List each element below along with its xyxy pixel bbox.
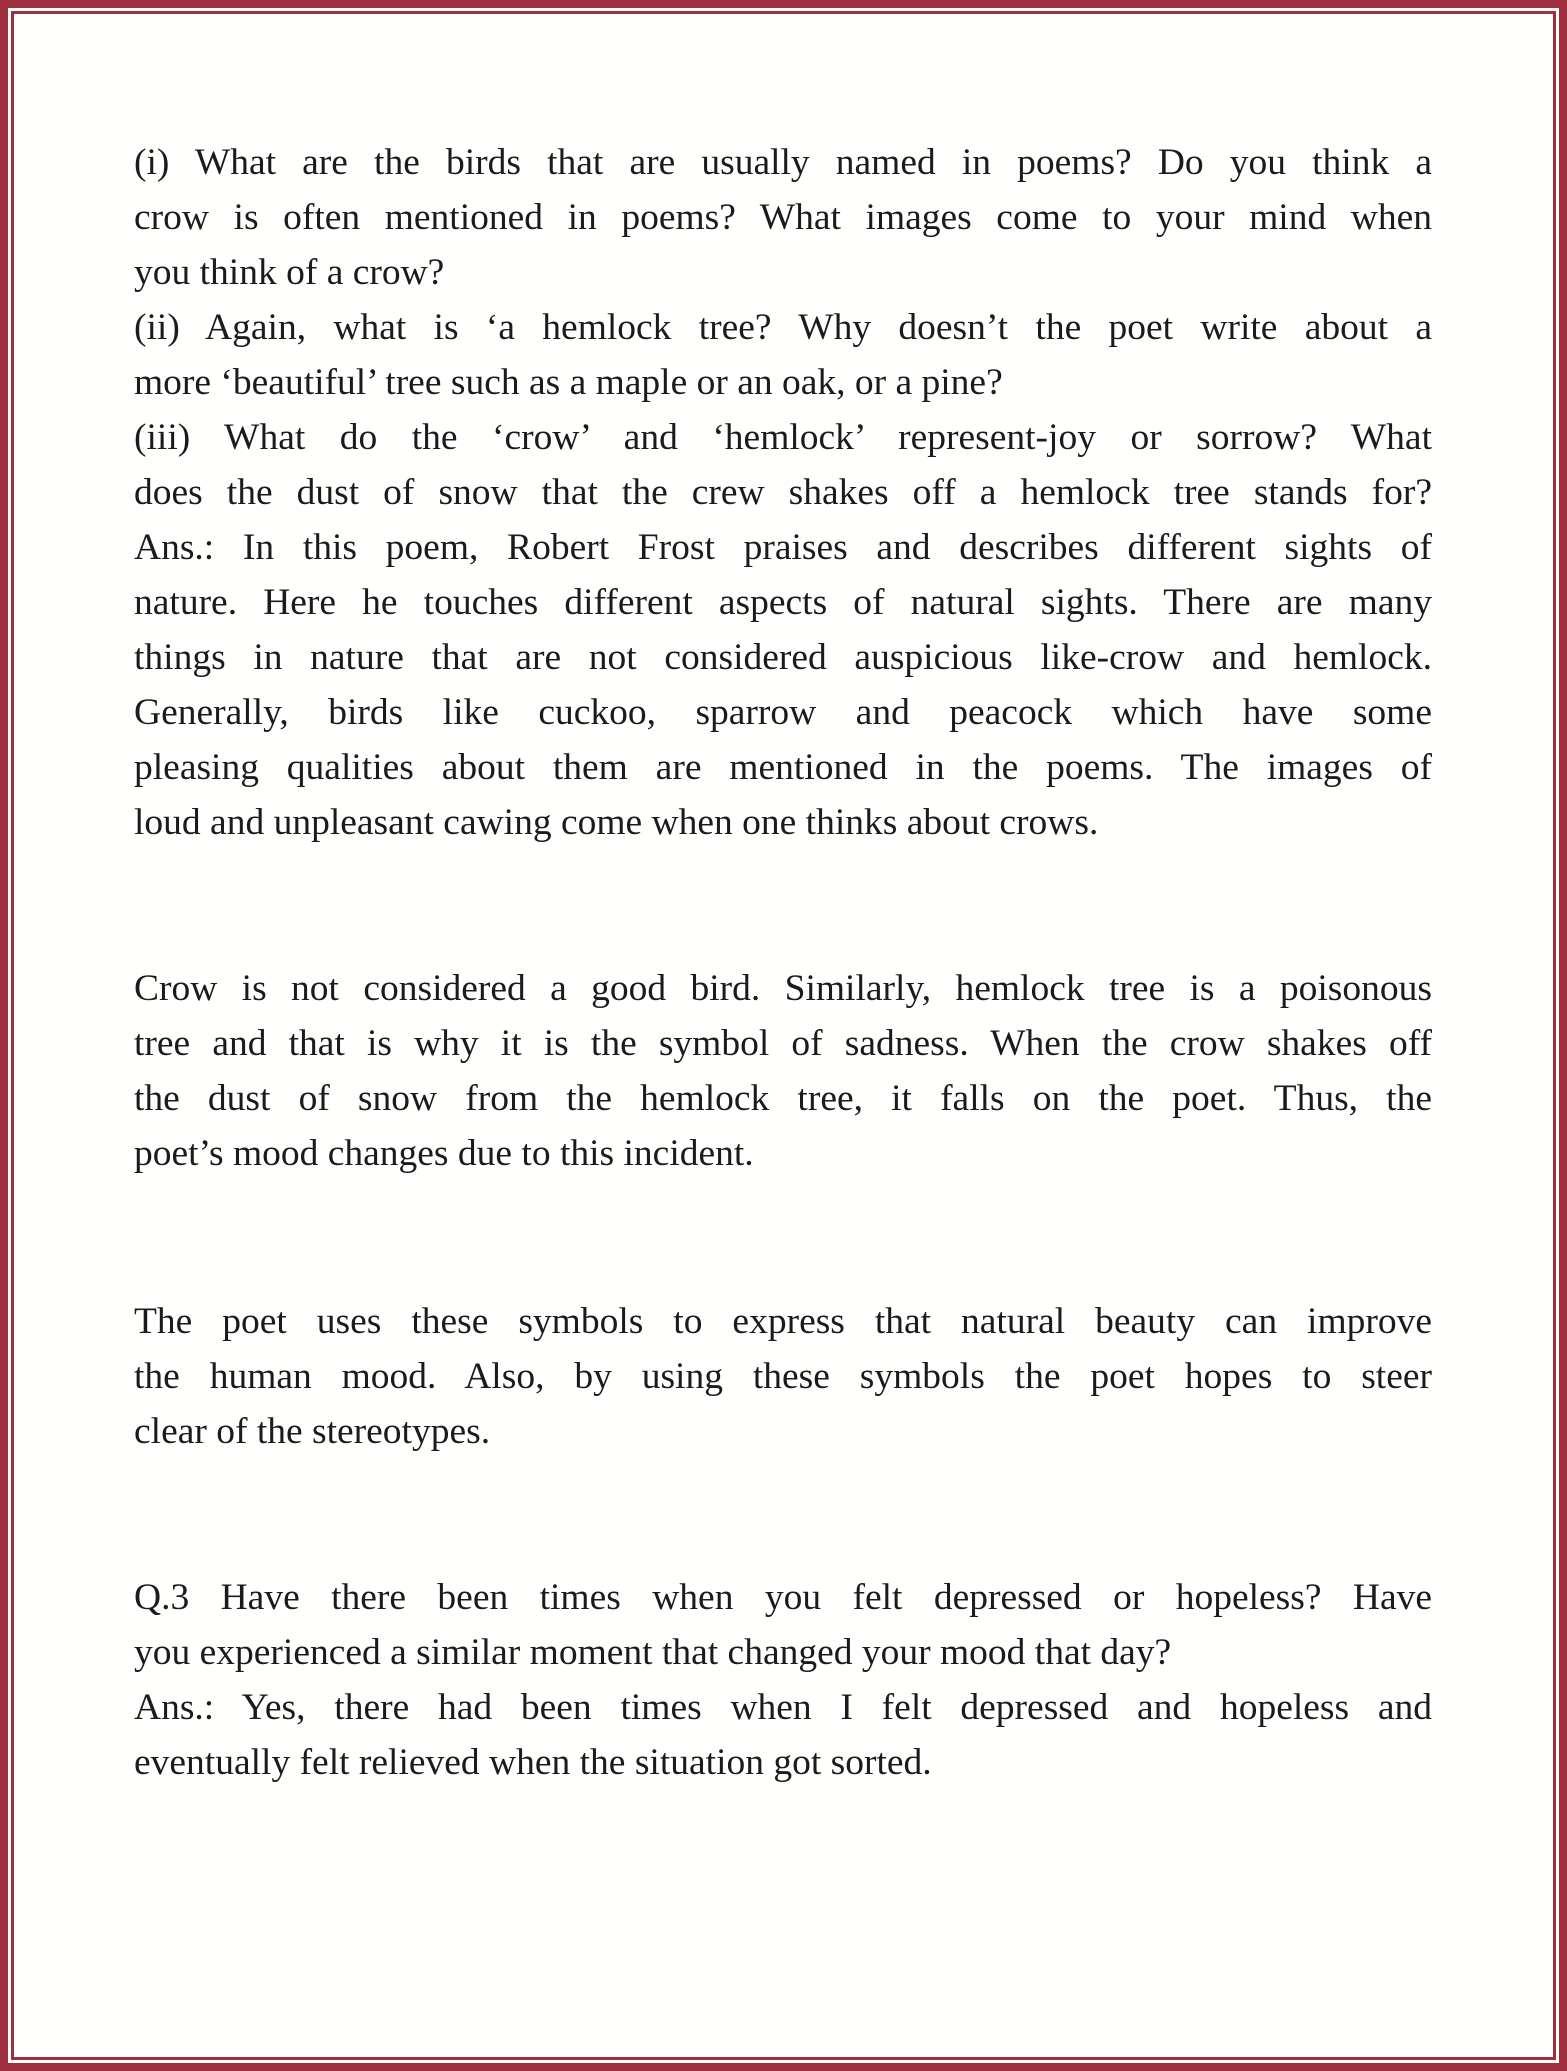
paragraph-crow-hemlock	[134, 961, 1432, 1181]
text-line: Ans.: In this poem, Robert Frost praises and describes different sights of	[134, 527, 1432, 568]
text-line: Ans.: Yes, there had been times when I felt depressed and hopeless and	[134, 1687, 1432, 1728]
text-line: clear of the stereotypes.	[134, 1411, 491, 1452]
text-line: Crow is not considered a good bird. Similarly, hemlock tree is a poisonous	[134, 968, 1432, 1009]
text-line: the human mood. Also, by using these symbols the poet hopes to steer	[134, 1356, 1432, 1397]
text-line: (ii) Again, what is ‘a hemlock tree? Why doesn’t the poet write about a	[134, 307, 1432, 348]
question-3-block	[134, 1570, 1432, 1790]
text-line: more ‘beautiful’ tree such as a maple or an oak, or a pine?	[134, 362, 1003, 403]
question-answer-block	[134, 135, 1432, 850]
text-line: you think of a crow?	[134, 252, 445, 293]
text-line: the dust of snow from the hemlock tree, it falls on the poet. Thus, the	[134, 1078, 1432, 1119]
text-line: (iii) What do the ‘crow’ and ‘hemlock’ represent-joy or sorrow? What	[134, 417, 1432, 458]
paragraph-symbols	[134, 1294, 1432, 1459]
text-line: nature. Here he touches different aspects of natural sights. There are many	[134, 582, 1432, 623]
text-line: pleasing qualities about them are mentioned in the poems. The images of	[134, 747, 1432, 788]
text-line: loud and unpleasant cawing come when one thinks about crows.	[134, 802, 1099, 843]
text-line: does the dust of snow that the crew shakes off a hemlock tree stands for?	[134, 472, 1432, 513]
text-line: (i) What are the birds that are usually named in poems? Do you think a	[134, 142, 1432, 183]
text-line: Q.3 Have there been times when you felt depressed or hopeless? Have	[134, 1577, 1432, 1618]
text-line: tree and that is why it is the symbol of sadness. When the crow shakes off	[134, 1023, 1432, 1064]
text-line: crow is often mentioned in poems? What images come to your mind when	[134, 197, 1432, 238]
text-line: The poet uses these symbols to express that natural beauty can improve	[134, 1301, 1432, 1342]
text-line: poet’s mood changes due to this incident.	[134, 1133, 754, 1174]
text-line: eventually felt relieved when the situation got sorted.	[134, 1742, 932, 1783]
text-line: things in nature that are not considered auspicious like-crow and hemlock.	[134, 637, 1432, 678]
text-line: Generally, birds like cuckoo, sparrow and peacock which have some	[134, 692, 1432, 733]
text-line: you experienced a similar moment that changed your mood that day?	[134, 1632, 1172, 1673]
